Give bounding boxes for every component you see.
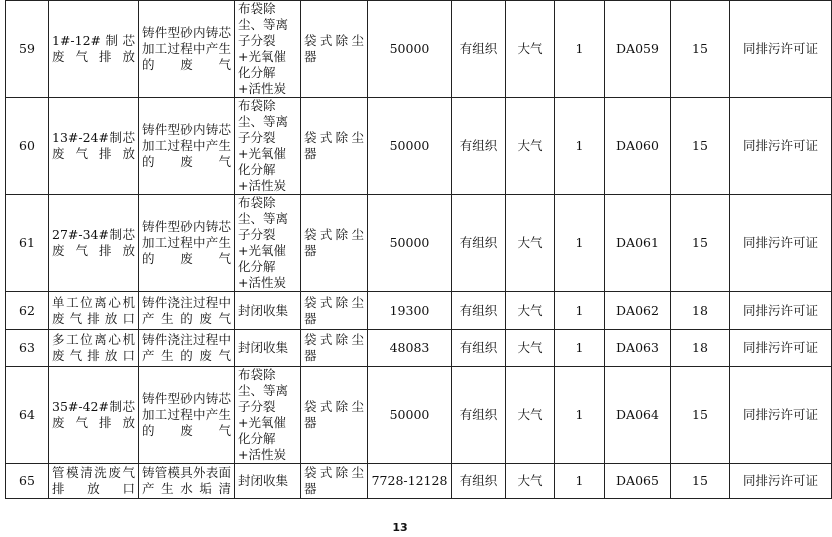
cell-measure: 布袋除尘、等离子分裂+光氧催化分解+活性炭 xyxy=(235,195,301,292)
cell-count: 1 xyxy=(555,292,605,330)
cell-name: 管模清洗废气排放口 xyxy=(49,464,139,499)
cell-device: 袋式除尘器 xyxy=(301,1,368,98)
cell-height: 15 xyxy=(671,1,730,98)
cell-code: DA061 xyxy=(605,195,671,292)
cell-dest: 大气 xyxy=(506,367,555,464)
cell-source: 铸件浇注过程中产生的废气 xyxy=(139,292,235,330)
cell-flow: 48083 xyxy=(368,330,452,367)
cell-code: DA063 xyxy=(605,330,671,367)
table-row xyxy=(6,1,832,98)
cell-count: 1 xyxy=(555,330,605,367)
cell-name: 35#-42#制芯废气排放 xyxy=(49,367,139,464)
cell-code: DA065 xyxy=(605,464,671,499)
table-row xyxy=(6,195,832,292)
cell-height: 15 xyxy=(671,195,730,292)
cell-count: 1 xyxy=(555,367,605,464)
cell-code: DA060 xyxy=(605,98,671,195)
cell-no: 60 xyxy=(6,98,49,195)
cell-source: 铸件型砂内铸芯加工过程中产生的废气 xyxy=(139,1,235,98)
cell-dest: 大气 xyxy=(506,464,555,499)
table-body xyxy=(6,1,832,499)
cell-count: 1 xyxy=(555,464,605,499)
cell-dest: 大气 xyxy=(506,1,555,98)
cell-no: 64 xyxy=(6,367,49,464)
cell-code: DA064 xyxy=(605,367,671,464)
cell-code: DA062 xyxy=(605,292,671,330)
cell-type: 有组织 xyxy=(452,330,506,367)
cell-device: 袋式除尘器 xyxy=(301,195,368,292)
cell-height: 15 xyxy=(671,464,730,499)
cell-type: 有组织 xyxy=(452,464,506,499)
cell-standard: 同排污许可证 xyxy=(730,1,832,98)
cell-measure: 封闭收集 xyxy=(235,330,301,367)
cell-name: 27#-34#制芯废气排放 xyxy=(49,195,139,292)
cell-type: 有组织 xyxy=(452,292,506,330)
cell-standard: 同排污许可证 xyxy=(730,330,832,367)
cell-count: 1 xyxy=(555,98,605,195)
cell-height: 15 xyxy=(671,98,730,195)
cell-measure: 封闭收集 xyxy=(235,292,301,330)
cell-measure: 布袋除尘、等离子分裂+光氧催化分解+活性炭 xyxy=(235,1,301,98)
cell-height: 18 xyxy=(671,330,730,367)
cell-device: 袋式除尘器 xyxy=(301,292,368,330)
table-row xyxy=(6,330,832,367)
cell-source: 铸件型砂内铸芯加工过程中产生的废气 xyxy=(139,195,235,292)
cell-dest: 大气 xyxy=(506,330,555,367)
cell-no: 62 xyxy=(6,292,49,330)
cell-code: DA059 xyxy=(605,1,671,98)
cell-no: 61 xyxy=(6,195,49,292)
page-number: 13 xyxy=(392,521,408,534)
cell-flow: 50000 xyxy=(368,98,452,195)
table-row xyxy=(6,367,832,464)
table-row xyxy=(6,464,832,499)
cell-type: 有组织 xyxy=(452,367,506,464)
cell-measure: 封闭收集 xyxy=(235,464,301,499)
cell-no: 63 xyxy=(6,330,49,367)
cell-flow: 50000 xyxy=(368,1,452,98)
cell-source: 铸件型砂内铸芯加工过程中产生的废气 xyxy=(139,367,235,464)
cell-type: 有组织 xyxy=(452,98,506,195)
cell-flow: 50000 xyxy=(368,195,452,292)
cell-dest: 大气 xyxy=(506,195,555,292)
cell-standard: 同排污许可证 xyxy=(730,195,832,292)
cell-source: 铸件浇注过程中产生的废气 xyxy=(139,330,235,367)
cell-device: 袋式除尘器 xyxy=(301,330,368,367)
table-row xyxy=(6,98,832,195)
cell-source: 铸管模具外表面产生水垢清 xyxy=(139,464,235,499)
cell-count: 1 xyxy=(555,1,605,98)
cell-name: 多工位离心机废气排放口 xyxy=(49,330,139,367)
cell-no: 65 xyxy=(6,464,49,499)
cell-source: 铸件型砂内铸芯加工过程中产生的废气 xyxy=(139,98,235,195)
cell-flow: 50000 xyxy=(368,367,452,464)
cell-name: 1#-12#制芯废气排放 xyxy=(49,1,139,98)
cell-measure: 布袋除尘、等离子分裂+光氧催化分解+活性炭 xyxy=(235,367,301,464)
cell-standard: 同排污许可证 xyxy=(730,464,832,499)
cell-standard: 同排污许可证 xyxy=(730,367,832,464)
cell-type: 有组织 xyxy=(452,195,506,292)
cell-name: 13#-24#制芯废气排放 xyxy=(49,98,139,195)
cell-name: 单工位离心机废气排放口 xyxy=(49,292,139,330)
cell-standard: 同排污许可证 xyxy=(730,98,832,195)
emission-table xyxy=(5,0,832,499)
cell-device: 袋式除尘器 xyxy=(301,367,368,464)
cell-dest: 大气 xyxy=(506,98,555,195)
cell-no: 59 xyxy=(6,1,49,98)
cell-height: 15 xyxy=(671,367,730,464)
cell-standard: 同排污许可证 xyxy=(730,292,832,330)
cell-flow: 7728-12128 xyxy=(368,464,452,499)
cell-flow: 19300 xyxy=(368,292,452,330)
cell-measure: 布袋除尘、等离子分裂+光氧催化分解+活性炭 xyxy=(235,98,301,195)
table-row xyxy=(6,292,832,330)
cell-height: 18 xyxy=(671,292,730,330)
cell-device: 袋式除尘器 xyxy=(301,464,368,499)
cell-device: 袋式除尘器 xyxy=(301,98,368,195)
cell-count: 1 xyxy=(555,195,605,292)
cell-dest: 大气 xyxy=(506,292,555,330)
cell-type: 有组织 xyxy=(452,1,506,98)
